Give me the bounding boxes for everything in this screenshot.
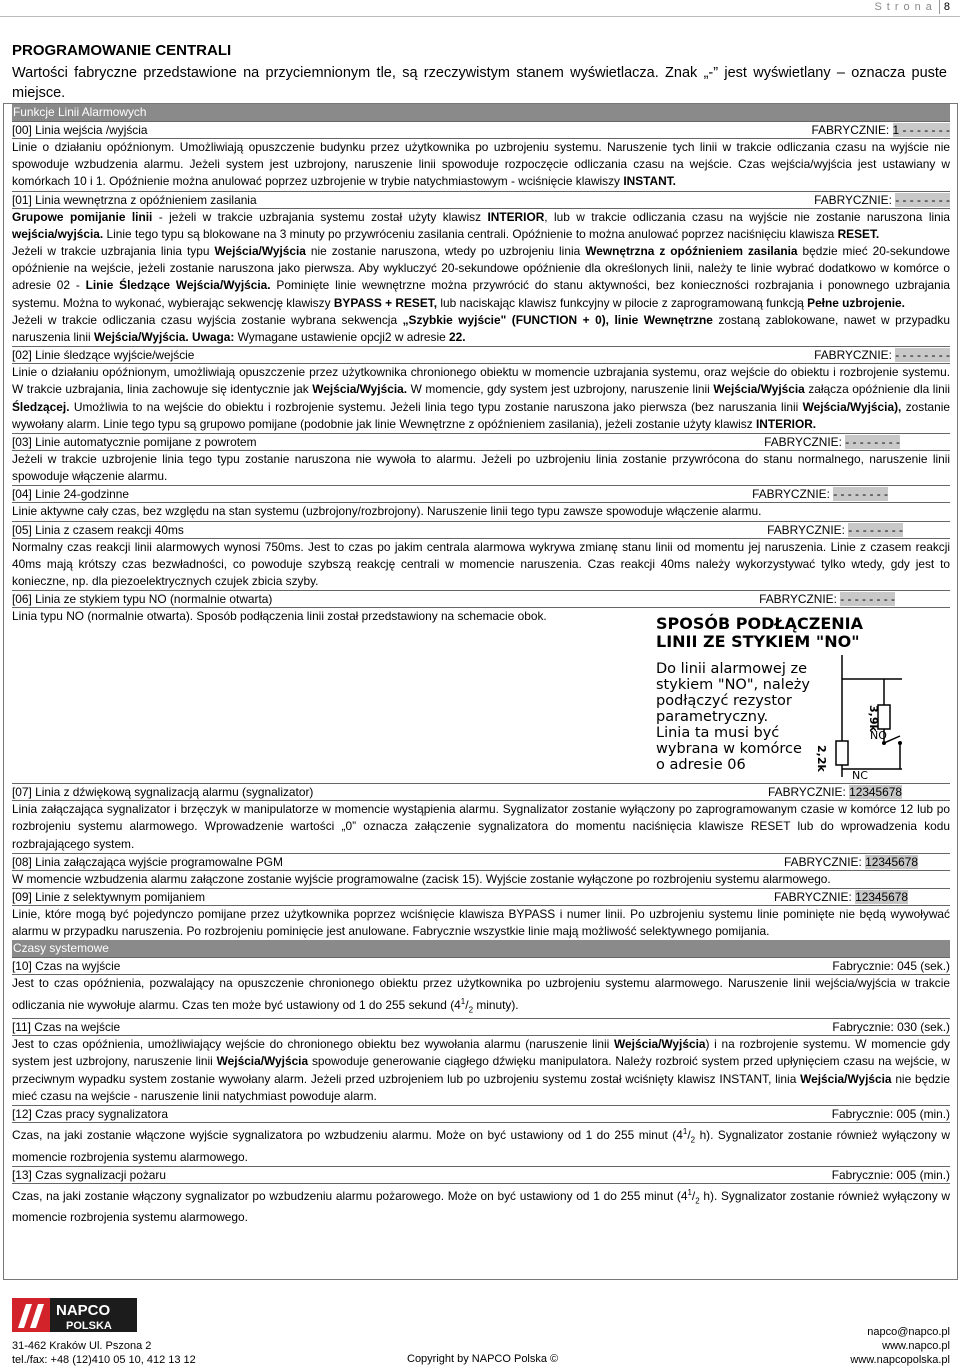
item-12-desc: Czas, na jaki zostanie włączone wyjście sygnalizatora po wzbudzeniu alarmu. Może on być ustawiony od 1 do 255 minut ($4^1/_2$ h). Sygnalizator zostanie również wyłączony w momencie rozbrojenia systemu alarmowego. xyxy=(12,1127,951,1164)
item-title: [05] Linia z czasem reakcji 40ms xyxy=(12,522,184,537)
factory-setting: FABRYCZNIE: - - - - - - - - xyxy=(764,435,900,450)
item-title: [02] Linie śledzące wyjście/wejście xyxy=(12,348,195,363)
factory-value: 12345678 xyxy=(865,854,918,869)
page-header xyxy=(874,0,950,14)
footer-address: 31-462 Kraków Ul. Pszona 2 tel./fax: +48 (12)410 05 10, 412 13 12 xyxy=(12,1340,196,1366)
page-number: 8 xyxy=(943,1,950,13)
item-03-desc: Jeżeli w trakcie uzbrojenie linia tego typu zostanie naruszona nie wywoła to alarmu. Jeżeli po uzbrojeniu linia zostanie przywrócona do stanu normalnego, naruszenie linii spowoduje włączenie alarmu. xyxy=(12,452,950,484)
web-link-2[interactable]: www.napcopolska.pl xyxy=(850,1354,950,1366)
item-06-desc: Linia typu NO (normalnie otwarta). Sposób podłączenia linii został przedstawiony na schemacie obok. xyxy=(12,609,547,624)
factory-setting: FABRYCZNIE: 12345678 xyxy=(768,785,902,800)
item-04-header xyxy=(12,485,950,503)
item-01-desc-c: Jeżeli w trakcie odliczania czasu wyjścia zostanie wybrana sekwencja „Szybkie wyjście" (FUNCTION + 0), linie Wewnętrzne zostaną zablokowane, nawet w przypadku naruszenia linii Wejścia/Wyjścia. Uwaga: Wymagane ustawienie opcji2 w adresie 22. xyxy=(12,312,950,345)
factory-value: 1 - - - - - - - xyxy=(892,123,950,137)
r1-label: 3,9k xyxy=(867,705,880,733)
item-08-header xyxy=(12,853,950,871)
factory-value: - - - - - - - - xyxy=(895,348,950,363)
factory-setting: FABRYCZNIE: - - - - - - - - xyxy=(814,348,950,363)
item-title: [04] Linie 24-godzinne xyxy=(12,487,130,502)
resistor-2k2 xyxy=(836,741,848,765)
factory-value: - - - - - - - - xyxy=(895,192,950,207)
no-label: NO xyxy=(870,729,887,743)
item-03-header xyxy=(12,433,950,451)
factory-value: Fabrycznie: 005 (min.) xyxy=(831,1167,950,1182)
factory-setting: FABRYCZNIE: 12345678 xyxy=(774,890,908,905)
factory-value: - - - - - - - - xyxy=(845,435,900,450)
factory-value: - - - - - - - - xyxy=(848,522,903,537)
header-divider xyxy=(0,16,960,17)
item-06-header xyxy=(12,590,950,608)
item-10-header xyxy=(12,957,950,975)
item-title: [12] Czas pracy sygnalizatora xyxy=(12,1107,168,1122)
item-title: [03] Linie automatycznie pomijane z powrotem xyxy=(12,435,257,450)
item-title: [09] Linie z selektywnym pomijaniem xyxy=(12,890,205,905)
item-title: [01] Linia wewnętrzna z opóźnieniem zasilania xyxy=(12,192,257,207)
factory-value: Fabrycznie: 045 (sek.) xyxy=(832,959,950,974)
factory-setting: FABRYCZNIE: - - - - - - - - xyxy=(752,487,888,502)
footer-contacts xyxy=(850,1325,950,1367)
item-01-header xyxy=(12,191,950,209)
page-title: PROGRAMOWANIE CENTRALI xyxy=(12,42,232,59)
factory-setting: FABRYCZNIE: 1 - - - - - - - xyxy=(811,123,950,137)
item-00-header xyxy=(12,121,950,139)
item-title: [00] Linia wejścia /wyjścia xyxy=(12,123,148,137)
item-title: [10] Czas na wyjście xyxy=(12,959,121,974)
item-06-body xyxy=(12,608,950,783)
page-separator xyxy=(939,0,940,14)
item-07-header xyxy=(12,783,950,801)
page-word: Strona xyxy=(874,1,937,13)
section-lines-header: Funkcje Linii Alarmowych xyxy=(12,104,950,121)
item-01-desc-a: Grupowe pomijanie linii - jeżeli w trakcie uzbrajania systemu został użyty klawisz INTERIOR, lub w trakcie odliczania czasu na wyjście nie zostanie naruszona linia wejścia/wyjścia. Linie tego typu są blokowane na 3 minuty po przywróceniu zasilania centrali. Opóźnienie to można anulować poprzez naciśnięciu klawisza RESET. xyxy=(12,209,950,241)
item-title: [13] Czas sygnalizacji pożaru xyxy=(12,1167,166,1182)
item-05-desc: Normalny czas reakcji linii alarmowych wynosi 750ms. Jest to czas po jakim centrala alarmowa wykrywa zmianę stanu linii od momentu jej naruszenia. Linie z czasem reakcji 40ms mają krótszy czas bezwładności, co powoduje szybszą reakcję centrali w momencie naruszenia. Czas reakcji 40ms należy wykorzystywać tylko wtedy, gdy jest to konieczne, np. dla piezoelektrycznych czujek zbicia szyby. xyxy=(12,539,950,589)
item-13-header xyxy=(12,1166,950,1184)
diagram-title: SPOSÓB PODŁĄCZENIA LINII ZE STYKIEM "NO" xyxy=(656,614,864,652)
napco-logo-mark xyxy=(12,1298,137,1332)
item-09-desc: Linie, które mogą być pojedynczo pomijane przez użytkownika poprzez wciśnięcie klawisza BYPASS i numer linii. Po uzbrojeniu systemu linie pominięte nie będą wywoływać alarmu w przypadku naruszenia. Po rozbrojeniu pominięcie jest anulowane. Fabrycznie wszystkie linie mają możliwość selektywnego pomijania. xyxy=(12,907,950,939)
section-times-header: Czasy systemowe xyxy=(12,940,950,957)
item-title: [08] Linia załączająca wyjście programowalne PGM xyxy=(12,854,283,869)
item-title: [06] Linia ze stykiem typu NO (normalnie otwarta) xyxy=(12,592,273,607)
factory-value: - - - - - - - - xyxy=(833,487,888,502)
item-11-desc: Jest to czas opóźnienia, umożliwiający wejście do chronionego obiektu bez wywołania alarmu (naruszenie linii Wejścia/Wyjścia) i na rozbrojenie systemu. W momencie gdy system jest uzbrojony, naruszenie linii Wejścia/Wyjścia spowoduje generowanie ciągłego dźwięku manipulatora. Należy rozbroić system przed upłynięciem czasu na wejście, w przeciwnym wypadku system zostanie wywołany alarm. Jeżeli przed uzbrojeniem lub po uzbrojeniu systemu został wciśnięty klawisz INSTANT, linia Wejścia/Wyjścia nie będzie mieć czasu na wejście - naruszenie linii natychmiast powoduje alarm. xyxy=(12,1037,951,1103)
item-09-header xyxy=(12,888,950,906)
item-title: [11] Czas na wejście xyxy=(12,1020,121,1035)
footer-copyright: Copyright by NAPCO Polska © xyxy=(407,1353,559,1365)
napco-logo xyxy=(12,1298,137,1332)
item-07-desc: Linia załączająca sygnalizator i brzęczyk w manipulatorze w momencie wystąpienia alarmu. Sygnalizator zostanie wyłączony po zaprogramowanym czasie w komórce 12 lub po rozbrojeniu systemu alarmowego. Wprowadzenie wartości „0” oznacza załączenie sygnalizatora do momentu naciśnięcia klawisze RESET lub do wprowadzenia kodu rozbrajającego system. xyxy=(12,802,950,851)
factory-value: - - - - - - - - xyxy=(840,592,895,607)
item-title: [07] Linia z dźwiękową sygnalizacją alarmu (sygnalizator) xyxy=(12,785,314,800)
item-11-header xyxy=(12,1018,950,1036)
nc-label: NC xyxy=(852,769,868,783)
factory-setting: FABRYCZNIE: - - - - - - - - xyxy=(767,522,903,537)
item-05-header xyxy=(12,521,950,539)
email-link[interactable]: napco@napco.pl xyxy=(867,1326,950,1338)
item-08-desc: W momencie wzbudzenia alarmu załączone zostanie wyjście programowalne (zacisk 15). Wyjście zostanie wyłączone po rozbrojeniu systemu alarmowego. xyxy=(12,871,831,886)
svg-text:POLSKA: POLSKA xyxy=(66,1320,112,1332)
item-10-desc: Jest to czas opóźnienia, pozwalający na opuszczenie chronionego obiektu przez użytkownika po uzbrojeniu systemu alarmowego. Naruszenie linii wejścia/wyjścia w trakcie odliczania nie wywołuje alarmu. Czas ten może być ustawiony od 1 do 255 sekund ($4^1/_2$ minuty). xyxy=(12,976,950,1015)
diagram-wiring xyxy=(652,609,942,783)
item-12-header xyxy=(12,1105,950,1123)
factory-value: 12345678 xyxy=(849,785,902,800)
no-wiring-diagram xyxy=(652,609,942,783)
item-02-header xyxy=(12,346,950,364)
svg-text:NAPCO: NAPCO xyxy=(56,1302,111,1319)
factory-value: 12345678 xyxy=(855,890,908,905)
factory-setting: FABRYCZNIE: 12345678 xyxy=(784,854,918,869)
factory-setting: FABRYCZNIE: - - - - - - - - xyxy=(759,592,895,607)
item-13-desc: Czas, na jaki zostanie włączony sygnalizator po wzbudzeniu alarmu pożarowego. Może on być ustawiony od 1 do 255 minut ($4^1/_2$ h). Sygnalizator zostanie również wyłączony w momencie rozbrojenia systemu alarmowego. xyxy=(12,1187,951,1225)
item-02-desc: Linie o działaniu opóźnionym, umożliwiają opuszczenie przez użytkownika chronionego obiektu w momencie uzbrajania systemu, oraz wejście do obiektu i rozbrojenie systemu. W trakcie uzbrajania, linia zachowuje się identycznie jak Wejścia/Wyjścia. W momencie, gdy system jest uzbrojony, naruszenie linii Wejścia/Wyjścia załącza opóźnienie dla linii Śledzącej. Umożliwia to na wejście do obiektu i rozbrojenie systemu. Jeżeli linia tego typu zostanie naruszona jako pierwsza (bez naruszania linii Wejścia/Wyjścia), zostanie wywołany alarm. Linie tego typu są grupowo pomijane (podobnie jak linie Wewnętrzne z opóźnieniem zasilania), jeżeli zostanie użyty klawisz INTERIOR. xyxy=(12,365,950,431)
factory-value: Fabrycznie: 030 (sek.) xyxy=(832,1020,950,1035)
r2-label: 2,2k xyxy=(815,745,828,773)
intro-paragraph: Wartości fabryczne przedstawione na przyciemnionym tle, są rzeczywistym stanem wyświetlacza. Znak „-” jest wyświetlany – oznacza puste miejsce. xyxy=(12,65,947,101)
web-link-1[interactable]: www.napco.pl xyxy=(882,1340,950,1352)
factory-setting: FABRYCZNIE: - - - - - - - - xyxy=(814,192,950,207)
item-00-desc: Linie o działaniu opóźnionym. Umożliwiają opuszczenie budynku przez użytkownika po uzbrojeniu systemu. Naruszenie tych linii w trakcie odliczania czasu na wyjście nie spowoduje wzbudzenia alarmu. Jeżeli system jest uzbrojony, naruszenie linii spowoduje rozpoczęcie odliczania czasu na wejście. Czas wejścia/wyjścia jest ustawiany w komórkach 10 i 1. Opóźnienie można anulować poprzez uzbrojenie w trybie natychmiastowym - wciśnięcie klawiszy INSTANT. xyxy=(12,140,950,189)
diagram-text: Do linii alarmowej ze stykiem "NO", należy podłączyć rezystor parametryczny. Linia ta musi być wybrana w komórce o adresie 06 xyxy=(656,661,810,774)
item-01-desc-b: Jeżeli w trakcie uzbrajania linia typu Wejścia/Wyjścia nie zostanie naruszona, wtedy po uzbrojeniu linia Wewnętrzna z opóźnieniem zasilania będzie mieć 20-sekundowe opóźnienie na wejście, jeżeli zostanie naruszona jako pierwsza. Aby wykluczyć 20-sekundowe opóźnienie dla określonych linii, należy te linie wybrać dodatkowo w komórce o adresie 02 - Linie Śledzące Wejścia/Wyjścia. Pominięte linie wewnętrzne można przywrócić do stanu aktywności, bez konieczności rozbrajania i ponownego uzbrajania systemu. Można to wykonać, wybierając sekwencję klawiszy BYPASS + RESET, lub naciskając klawisz funkcyjny w pilocie z zaprogramowaną funkcją Pełne uzbrojenie. xyxy=(12,244,951,310)
factory-value: Fabrycznie: 005 (min.) xyxy=(831,1107,950,1122)
item-04-desc: Linie aktywne cały czas, bez względu na stan systemu (uzbrojony/rozbrojony). Naruszenie linii tego typu zawsze spowoduje włączenie alarmu. xyxy=(12,504,762,519)
content xyxy=(12,104,950,1227)
